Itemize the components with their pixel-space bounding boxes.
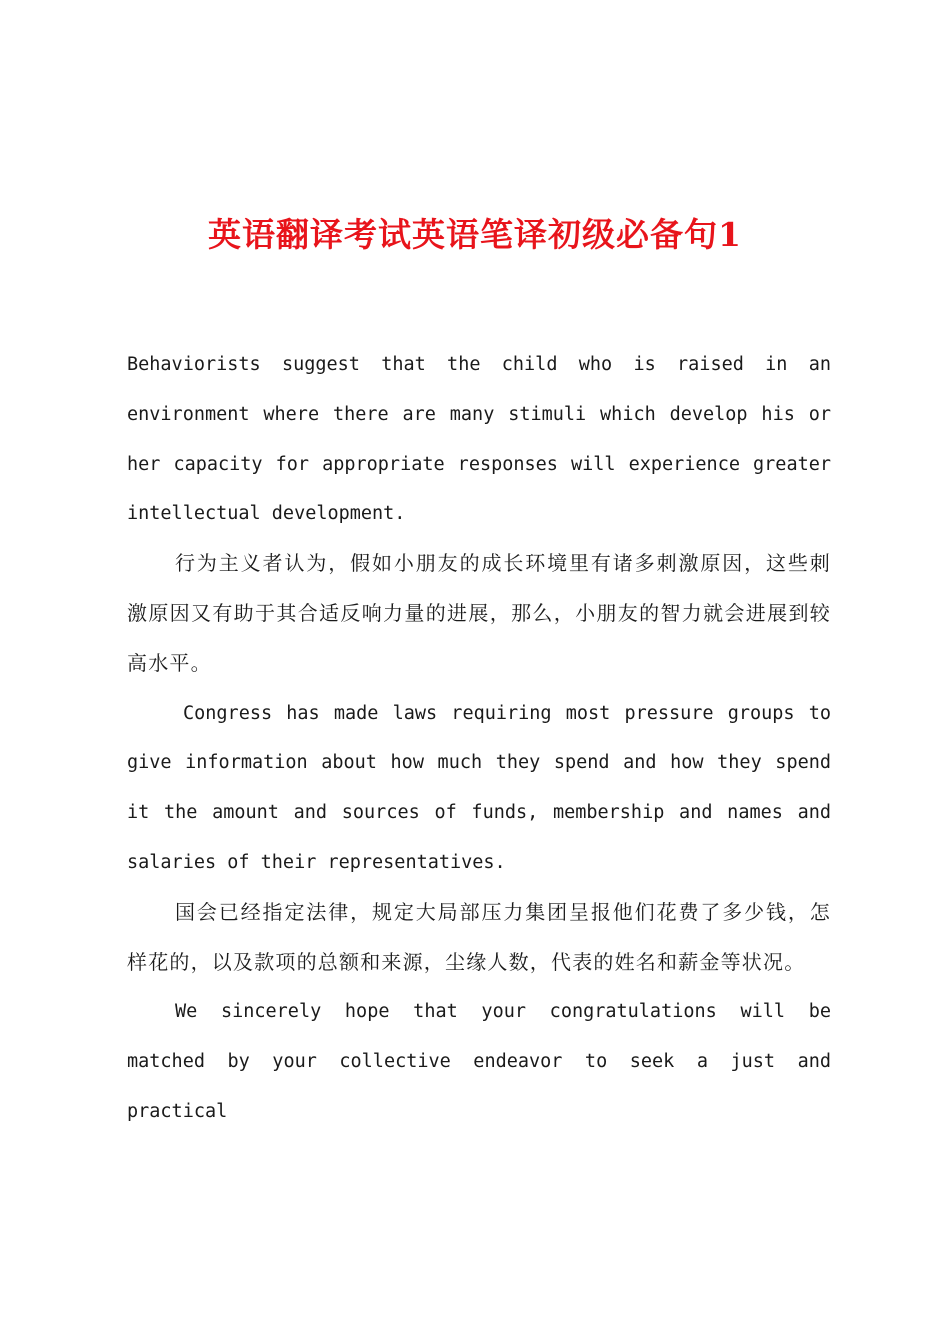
document-title: 英语翻译考试英语笔译初级必备句1	[208, 215, 742, 254]
paragraph-chinese-2: 国会已经指定法律，规定大局部压力集团呈报他们花费了多少钱，怎样花的，以及款项的总额和来源，尘缘人数，代表的姓名和薪金等状况。	[127, 899, 831, 974]
paragraph-english-2: Congress has made laws requiring most pressure groups to give information about how much they spend and how they spend it the amount and sources of funds, membership and names and salaries of their representatives.	[127, 702, 831, 873]
document-body	[127, 340, 831, 1137]
paragraph-chinese-1: 行为主义者认为，假如小朋友的成长环境里有诸多刺激原因，这些刺激原因又有助于其合适反响力量的进展，那么，小朋友的智力就会进展到较高水平。	[127, 551, 831, 675]
paragraph-english-1: Behaviorists suggest that the child who is raised in an environment where there are many stimuli which develop his or her capacity for appropriate responses will experience greater intellectual development.	[127, 354, 831, 525]
paragraph-english-3: We sincerely hope that your congratulations will be matched by your collective endeavor to seek a just and practical	[127, 1001, 831, 1122]
